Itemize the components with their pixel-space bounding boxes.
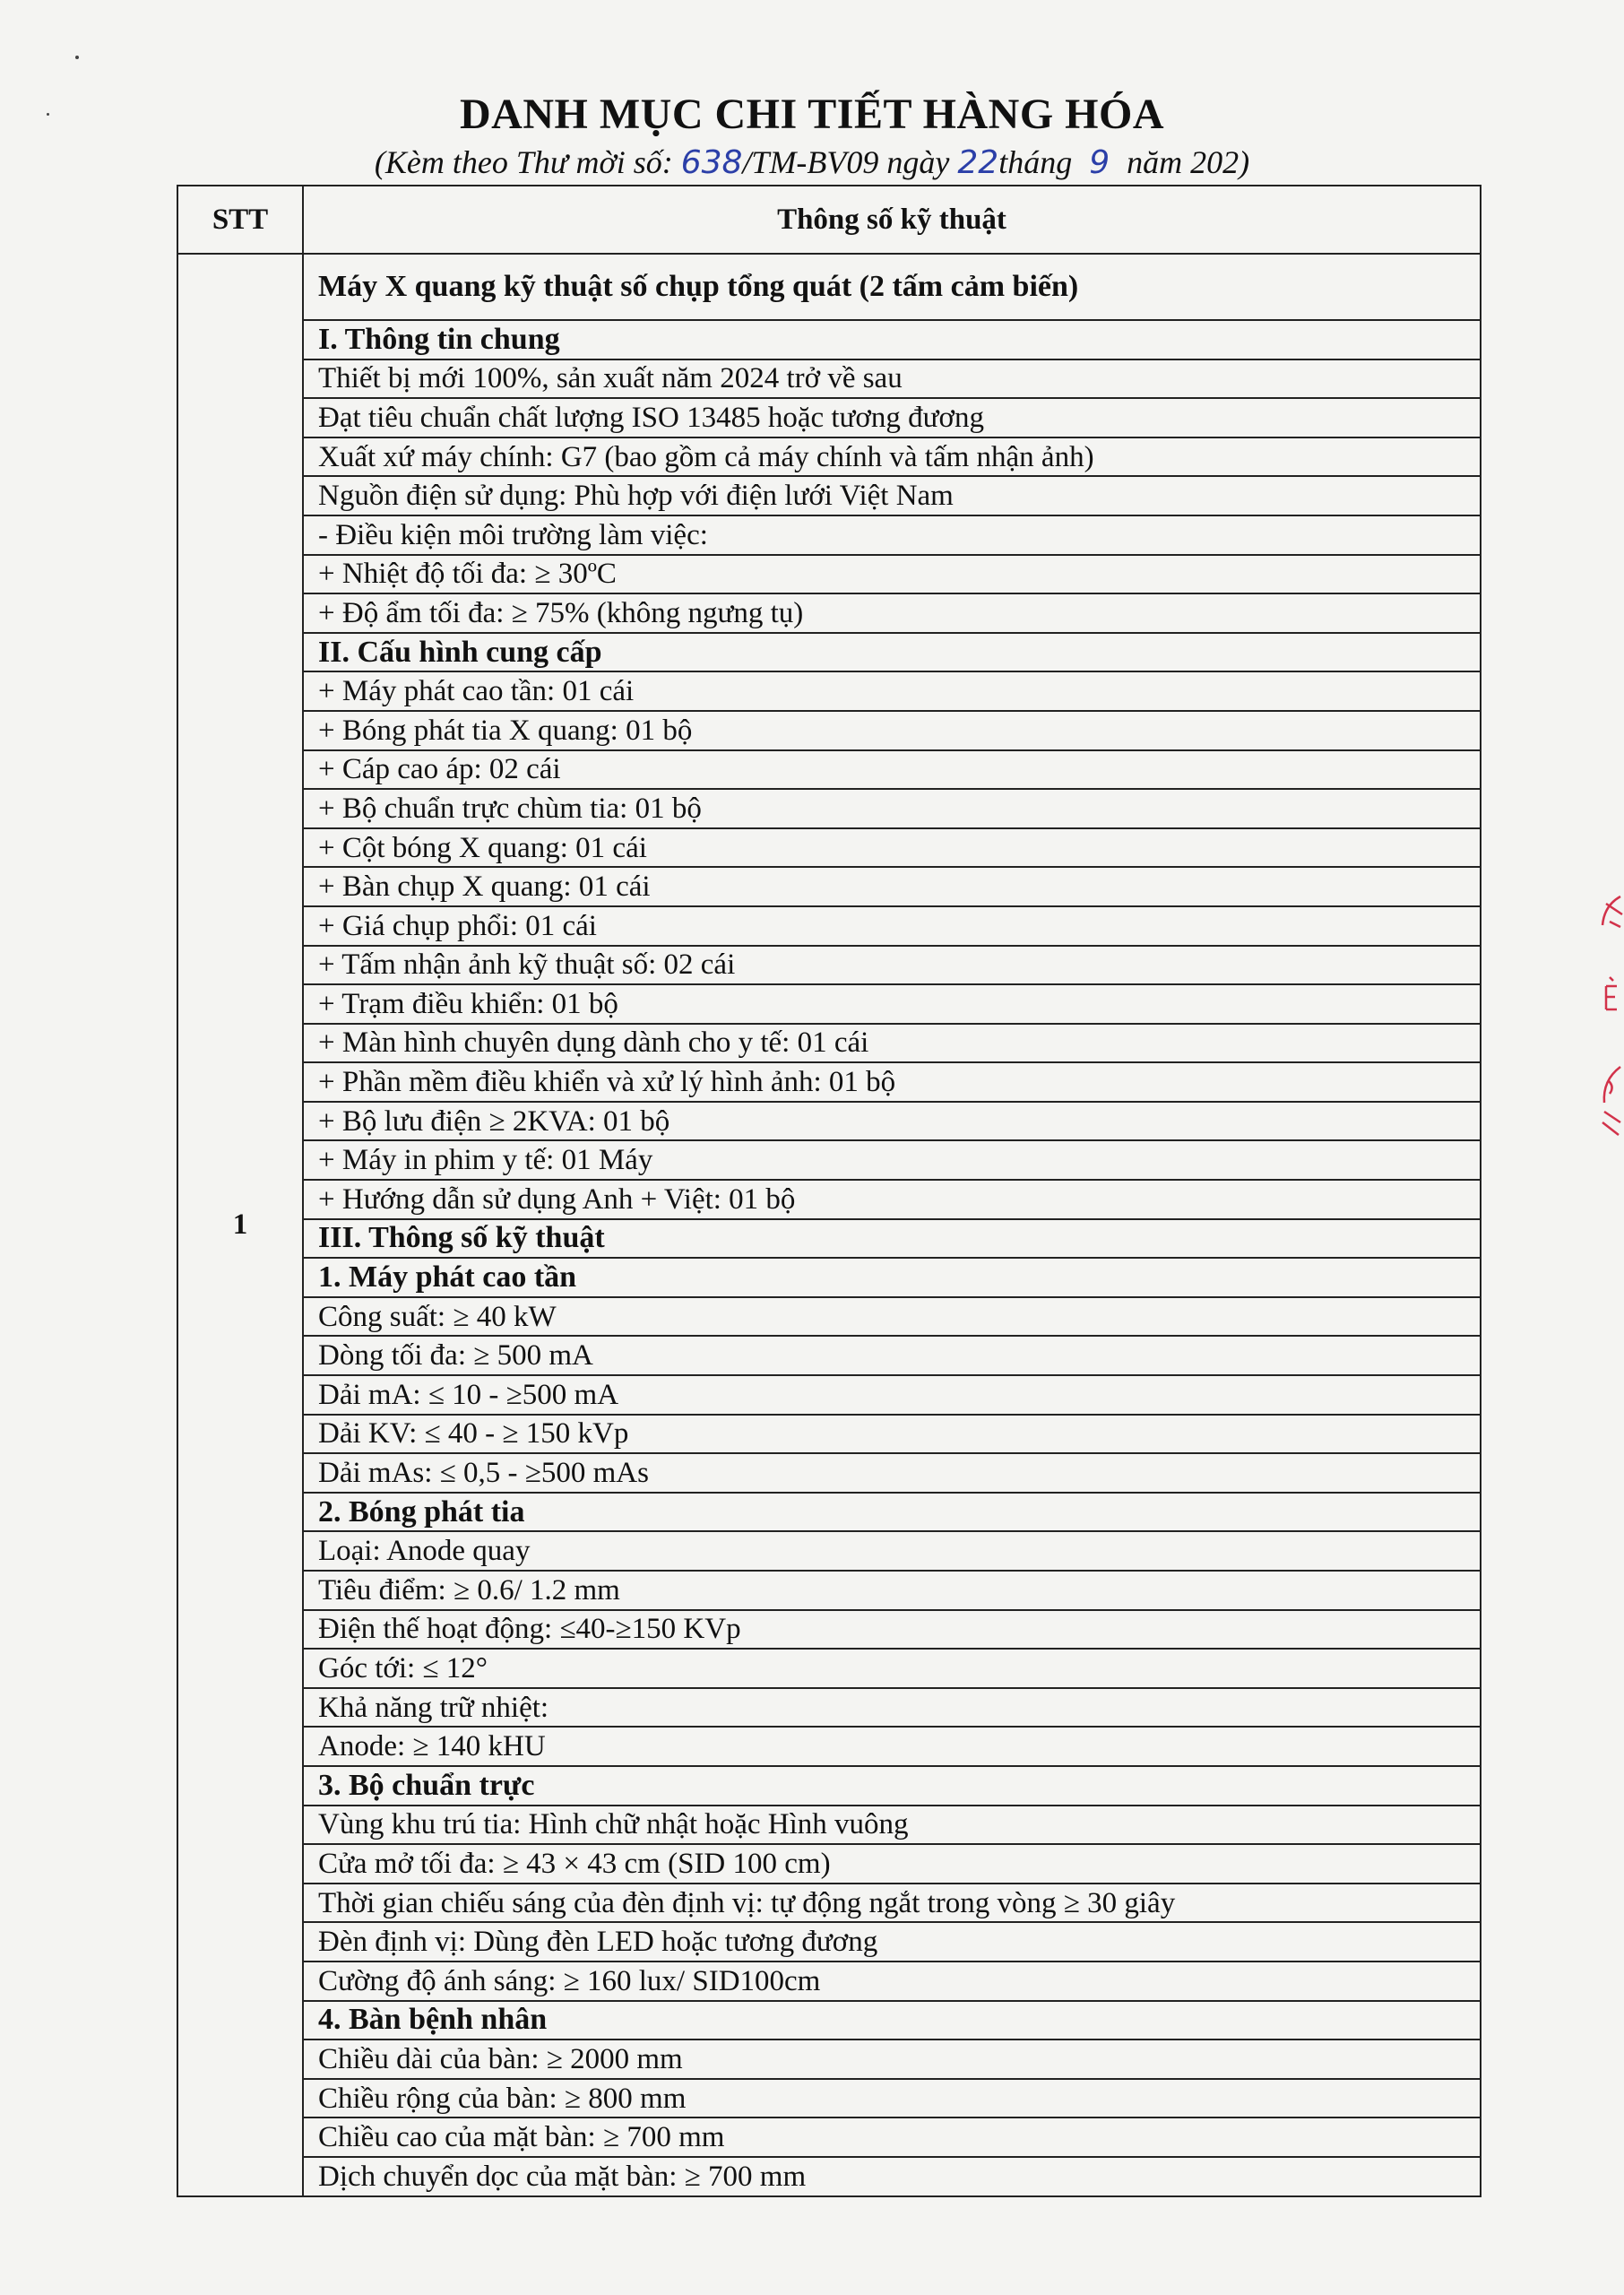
spec-item: + Trạm điều khiển: 01 bộ [303, 984, 1481, 1024]
subtitle-suffix: năm 202) [1127, 144, 1250, 180]
section-heading: I. Thông tin chung [303, 320, 1481, 359]
spec-row [177, 1415, 1481, 1454]
spec-row [177, 2040, 1481, 2079]
spec-row [177, 789, 1481, 828]
section-heading: III. Thông số kỹ thuật [303, 1219, 1481, 1259]
handwritten-letter-number: 638 [680, 144, 743, 181]
spec-item: Xuất xứ máy chính: G7 (bao gồm cả máy chính và tấm nhận ảnh) [303, 437, 1481, 477]
subtitle-prefix: (Kèm theo Thư mời số: [374, 144, 673, 180]
spec-row [177, 671, 1481, 711]
spec-row [177, 1844, 1481, 1884]
spec-row [177, 867, 1481, 906]
spec-item: Nguồn điện sử dụng: Phù hợp với điện lưới Việt Nam [303, 476, 1481, 515]
spec-item: Đèn định vị: Dùng đèn LED hoặc tương đương [303, 1922, 1481, 1962]
spec-row [177, 1610, 1481, 1650]
spec-row [177, 437, 1481, 477]
spec-row [177, 320, 1481, 359]
spec-row [177, 2079, 1481, 2118]
header-stt: STT [177, 186, 303, 254]
spec-row [177, 555, 1481, 594]
spec-item: Cửa mở tối đa: ≥ 43 × 43 cm (SID 100 cm) [303, 1844, 1481, 1884]
spec-row [177, 1024, 1481, 1063]
spec-row [177, 984, 1481, 1024]
handwritten-month: 9 [1089, 144, 1110, 181]
spec-row [177, 1219, 1481, 1259]
spec-item: Dòng tối đa: ≥ 500 mA [303, 1336, 1481, 1375]
spec-item: + Bộ lưu điện ≥ 2KVA: 01 bộ [303, 1102, 1481, 1141]
spec-row [177, 1688, 1481, 1728]
spec-row [177, 2001, 1481, 2040]
spec-item: + Tấm nhận ảnh kỹ thuật số: 02 cái [303, 946, 1481, 985]
spec-row [177, 1258, 1481, 1297]
subtitle-mid2: tháng [998, 144, 1073, 180]
spec-item: + Nhiệt độ tối đa: ≥ 30ºC [303, 555, 1481, 594]
section-heading: 2. Bóng phát tia [303, 1493, 1481, 1532]
spec-item: Dải KV: ≤ 40 - ≥ 150 kVp [303, 1415, 1481, 1454]
spec-row [177, 1297, 1481, 1337]
scan-speck [75, 56, 79, 59]
spec-row [177, 1180, 1481, 1219]
spec-item: Cường độ ánh sáng: ≥ 160 lux/ SID100cm [303, 1962, 1481, 2001]
spec-item: Dịch chuyển dọc của mặt bàn: ≥ 700 mm [303, 2157, 1481, 2196]
spec-item: Công suất: ≥ 40 kW [303, 1297, 1481, 1337]
spec-row [177, 2157, 1481, 2196]
spec-row [177, 828, 1481, 868]
spec-item: + Cáp cao áp: 02 cái [303, 750, 1481, 790]
spec-row [177, 1649, 1481, 1688]
spec-item: + Bàn chụp X quang: 01 cái [303, 867, 1481, 906]
spec-item: Dải mAs: ≤ 0,5 - ≥500 mAs [303, 1453, 1481, 1493]
spec-row [177, 1493, 1481, 1532]
spec-item: Chiều cao của mặt bàn: ≥ 700 mm [303, 2117, 1481, 2157]
spec-item: + Máy in phim y tế: 01 Máy [303, 1140, 1481, 1180]
spec-row [177, 2117, 1481, 2157]
spec-item: Vùng khu trú tia: Hình chữ nhật hoặc Hình vuông [303, 1806, 1481, 1845]
spec-row [177, 476, 1481, 515]
spec-row [177, 593, 1481, 633]
spec-item: + Độ ẩm tối đa: ≥ 75% (không ngưng tụ) [303, 593, 1481, 633]
spec-item: + Bộ chuẩn trực chùm tia: 01 bộ [303, 789, 1481, 828]
spec-row [177, 1922, 1481, 1962]
spec-row [177, 1140, 1481, 1180]
spec-row [177, 1727, 1481, 1766]
spec-row [177, 1962, 1481, 2001]
spec-item: Anode: ≥ 140 kHU [303, 1727, 1481, 1766]
spec-item: Đạt tiêu chuẩn chất lượng ISO 13485 hoặc tương đương [303, 398, 1481, 437]
spec-item: Chiều dài của bàn: ≥ 2000 mm [303, 2040, 1481, 2079]
spec-item: Dải mA: ≤ 10 - ≥500 mA [303, 1375, 1481, 1415]
table-body [177, 254, 1481, 2196]
spec-item: + Cột bóng X quang: 01 cái [303, 828, 1481, 868]
spec-item: - Điều kiện môi trường làm việc: [303, 515, 1481, 555]
spec-row [177, 1375, 1481, 1415]
spec-row [177, 1766, 1481, 1806]
spec-item: Thiết bị mới 100%, sản xuất năm 2024 trở về sau [303, 359, 1481, 399]
section-heading: 4. Bàn bệnh nhân [303, 2001, 1481, 2040]
spec-row [177, 1453, 1481, 1493]
spec-row [177, 1102, 1481, 1141]
document-title: DANH MỤC CHI TIẾT HÀNG HÓA [460, 91, 1164, 138]
stt-cell: 1 [177, 254, 303, 2196]
spec-item: Chiều rộng của bàn: ≥ 800 mm [303, 2079, 1481, 2118]
table-header-row [177, 186, 1481, 254]
spec-item: Thời gian chiếu sáng của đèn định vị: tự động ngắt trong vòng ≥ 30 giây [303, 1884, 1481, 1923]
spec-row [177, 946, 1481, 985]
spec-row [177, 515, 1481, 555]
spec-item: + Hướng dẫn sử dụng Anh + Việt: 01 bộ [303, 1180, 1481, 1219]
spec-row [177, 1062, 1481, 1102]
spec-row [177, 359, 1481, 399]
spec-item: Điện thế hoạt động: ≤40-≥150 KVp [303, 1610, 1481, 1650]
spec-row [177, 398, 1481, 437]
spec-row [177, 1806, 1481, 1845]
spec-row [177, 1336, 1481, 1375]
product-name: Máy X quang kỹ thuật số chụp tổng quát (2 tấm cảm biến) [303, 254, 1481, 320]
spec-item: Tiêu điểm: ≥ 0.6/ 1.2 mm [303, 1571, 1481, 1610]
spec-item: Loại: Anode quay [303, 1531, 1481, 1571]
spec-item: + Màn hình chuyên dụng dành cho y tế: 01 cái [303, 1024, 1481, 1063]
spec-row [177, 1531, 1481, 1571]
handwritten-day: 22 [957, 144, 999, 181]
spec-row [177, 711, 1481, 750]
spec-item: + Bóng phát tia X quang: 01 bộ [303, 711, 1481, 750]
spec-row [177, 1571, 1481, 1610]
spec-item: + Máy phát cao tần: 01 cái [303, 671, 1481, 711]
goods-spec-table [177, 185, 1481, 2197]
product-name-row [177, 254, 1481, 320]
spec-row [177, 1884, 1481, 1923]
spec-item: + Phần mềm điều khiển và xử lý hình ảnh: 01 bộ [303, 1062, 1481, 1102]
spec-row [177, 906, 1481, 946]
spec-item: Khả năng trữ nhiệt: [303, 1688, 1481, 1728]
document-subtitle [0, 143, 1624, 181]
section-heading: II. Cấu hình cung cấp [303, 633, 1481, 672]
subtitle-mid1: /TM-BV09 ngày [742, 144, 950, 180]
section-heading: 3. Bộ chuẩn trực [303, 1766, 1481, 1806]
spec-row [177, 633, 1481, 672]
spec-row [177, 750, 1481, 790]
spec-item: Góc tới: ≤ 12° [303, 1649, 1481, 1688]
spec-item: + Giá chụp phổi: 01 cái [303, 906, 1481, 946]
section-heading: 1. Máy phát cao tần [303, 1258, 1481, 1297]
header-specs: Thông số kỹ thuật [303, 186, 1481, 254]
red-stamp-fragment [1594, 888, 1624, 1148]
